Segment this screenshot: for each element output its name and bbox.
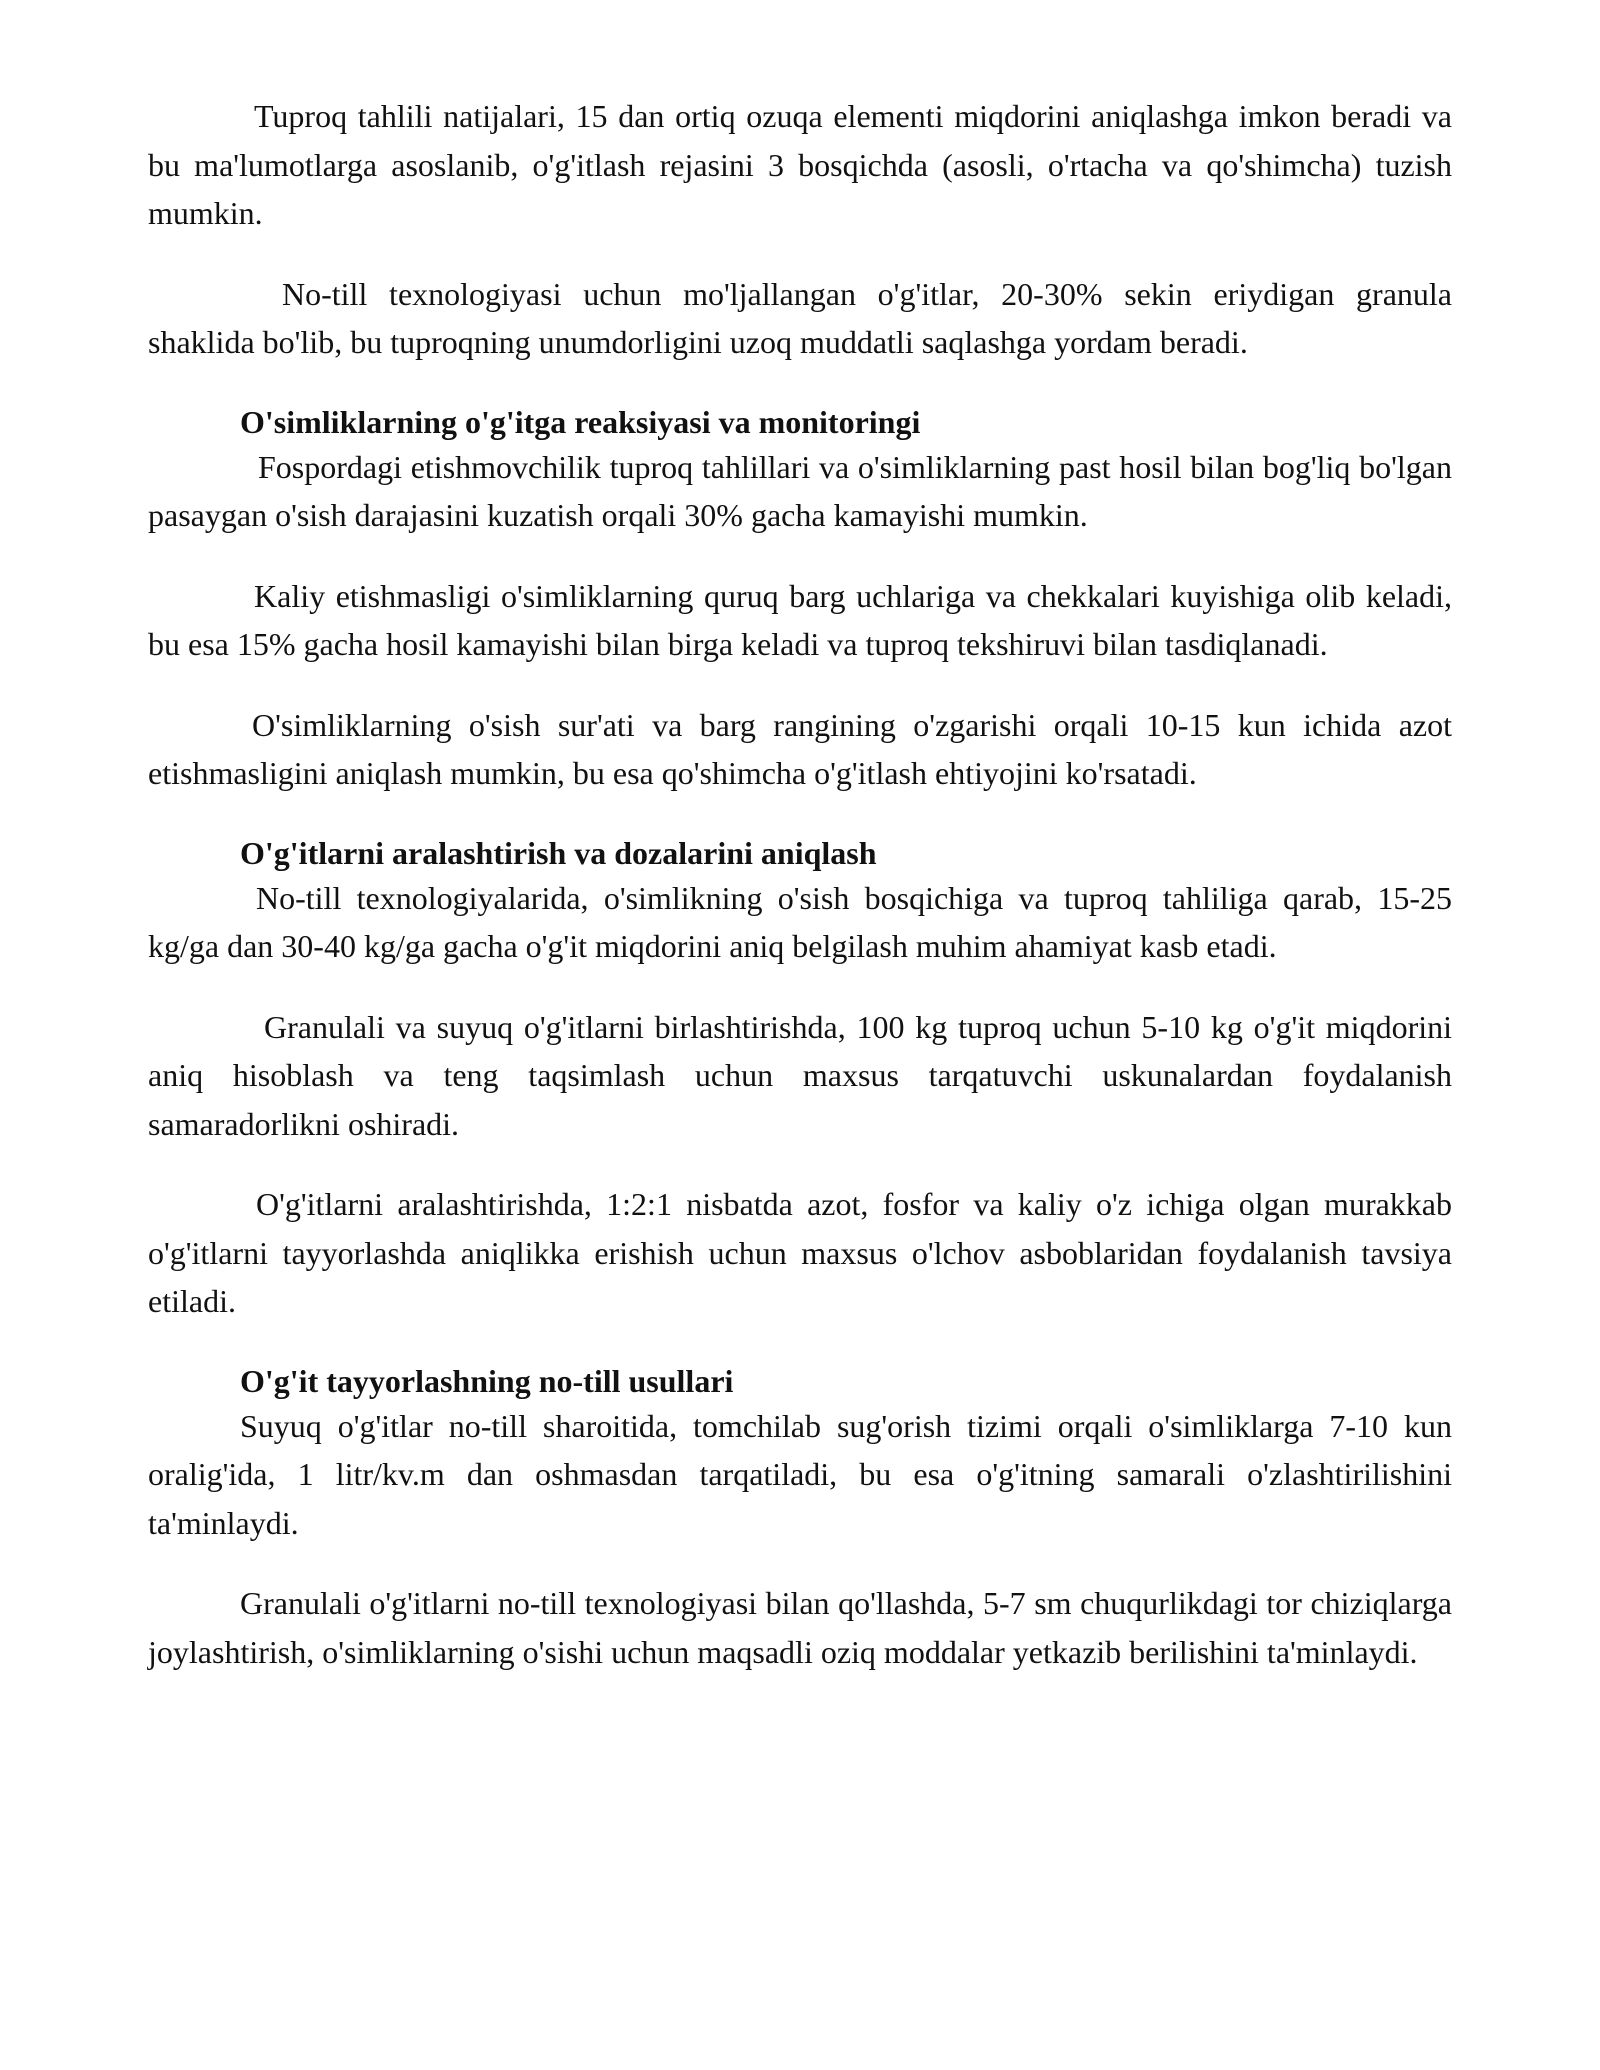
- paragraph-soil-analysis: Tuproq tahlili natijalari, 15 dan ortiq ozuqa elementi miqdorini aniqlashga imkon beradi va bu ma'lumotlarga asoslanib, o'g'itlash rejasini 3 bosqichda (asosli, o'rtacha va qo'shimcha) tuzish mumkin.: [148, 98, 1452, 231]
- document-page: [148, 0, 1452, 1676]
- heading-mixing-dosage: O'g'itlarni aralashtirish va dozalarini aniqlash: [240, 834, 877, 871]
- paragraph-no-till-fertilizers: No-till texnologiyasi uchun mo'ljallangan o'g'itlar, 20-30% sekin eriydigan granula shaklida bo'lib, bu tuproqning unumdorligini uzoq muddatli saqlashga yordam beradi.: [148, 275, 1452, 360]
- paragraph-phosphorus-deficiency: Fospordagi etishmovchilik tuproq tahlillari va o'simliklarning past hosil bilan bog'liq bo'lgan pasaygan o'sish darajasini kuzatish orqali 30% gacha kamayishi mumkin.: [148, 448, 1452, 533]
- paragraph-dosage-no-till: No-till texnologiyalarida, o'simlikning o'sish bosqichiga va tuproq tahliliga qarab, 15-25 kg/ga dan 30-40 kg/ga gacha o'g'it miqdorini aniq belgilash muhim ahamiyat kasb etadi.: [148, 879, 1452, 964]
- paragraph-mixing-ratio: O'g'itlarni aralashtirishda, 1:2:1 nisbatda azot, fosfor va kaliy o'z ichiga olgan murakkab o'g'itlarni tayyorlashda aniqlikka erishish uchun maxsus o'lchov asboblaridan foydalanish tavsiya etiladi.: [148, 1186, 1452, 1319]
- heading-no-till-methods: O'g'it tayyorlashning no-till usullari: [240, 1362, 734, 1399]
- paragraph-granular-liquid: Granulali va suyuq o'g'itlarni birlashtirishda, 100 kg tuproq uchun 5-10 kg o'g'it miqdorini aniq hisoblash va teng taqsimlash uchun maxsus tarqatuvchi uskunalardan foydalanish samaradorlikni oshiradi.: [148, 1008, 1452, 1142]
- paragraph-granular-placement: Granulali o'g'itlarni no-till texnologiyasi bilan qo'llashda, 5-7 sm chuqurlikdagi tor chiziqlarga joylashtirish, o'simliklarning o'sishi uchun maqsadli oziq moddalar yetkazib berilishini ta'minlaydi.: [148, 1585, 1452, 1670]
- heading-plant-reaction: O'simliklarning o'g'itga reaksiyasi va monitoringi: [240, 403, 921, 440]
- paragraph-liquid-drip: Suyuq o'g'itlar no-till sharoitida, tomchilab sug'orish tizimi orqali o'simliklarga 7-10 kun oralig'ida, 1 litr/kv.m dan oshmasdan tarqatiladi, bu esa o'g'itning samarali o'zlashtirilishini ta'minlaydi.: [148, 1407, 1452, 1541]
- paragraph-nitrogen-deficiency: O'simliklarning o'sish sur'ati va barg rangining o'zgarishi orqali 10-15 kun ichida azot etishmasligini aniqlash mumkin, bu esa qo'shimcha o'g'itlash ehtiyojini ko'rsatadi.: [148, 706, 1452, 791]
- paragraph-potassium-deficiency: Kaliy etishmasligi o'simliklarning quruq barg uchlariga va chekkalari kuyishiga olib keladi, bu esa 15% gacha hosil kamayishi bilan birga keladi va tuproq tekshiruvi bilan tasdiqlanadi.: [148, 577, 1452, 662]
